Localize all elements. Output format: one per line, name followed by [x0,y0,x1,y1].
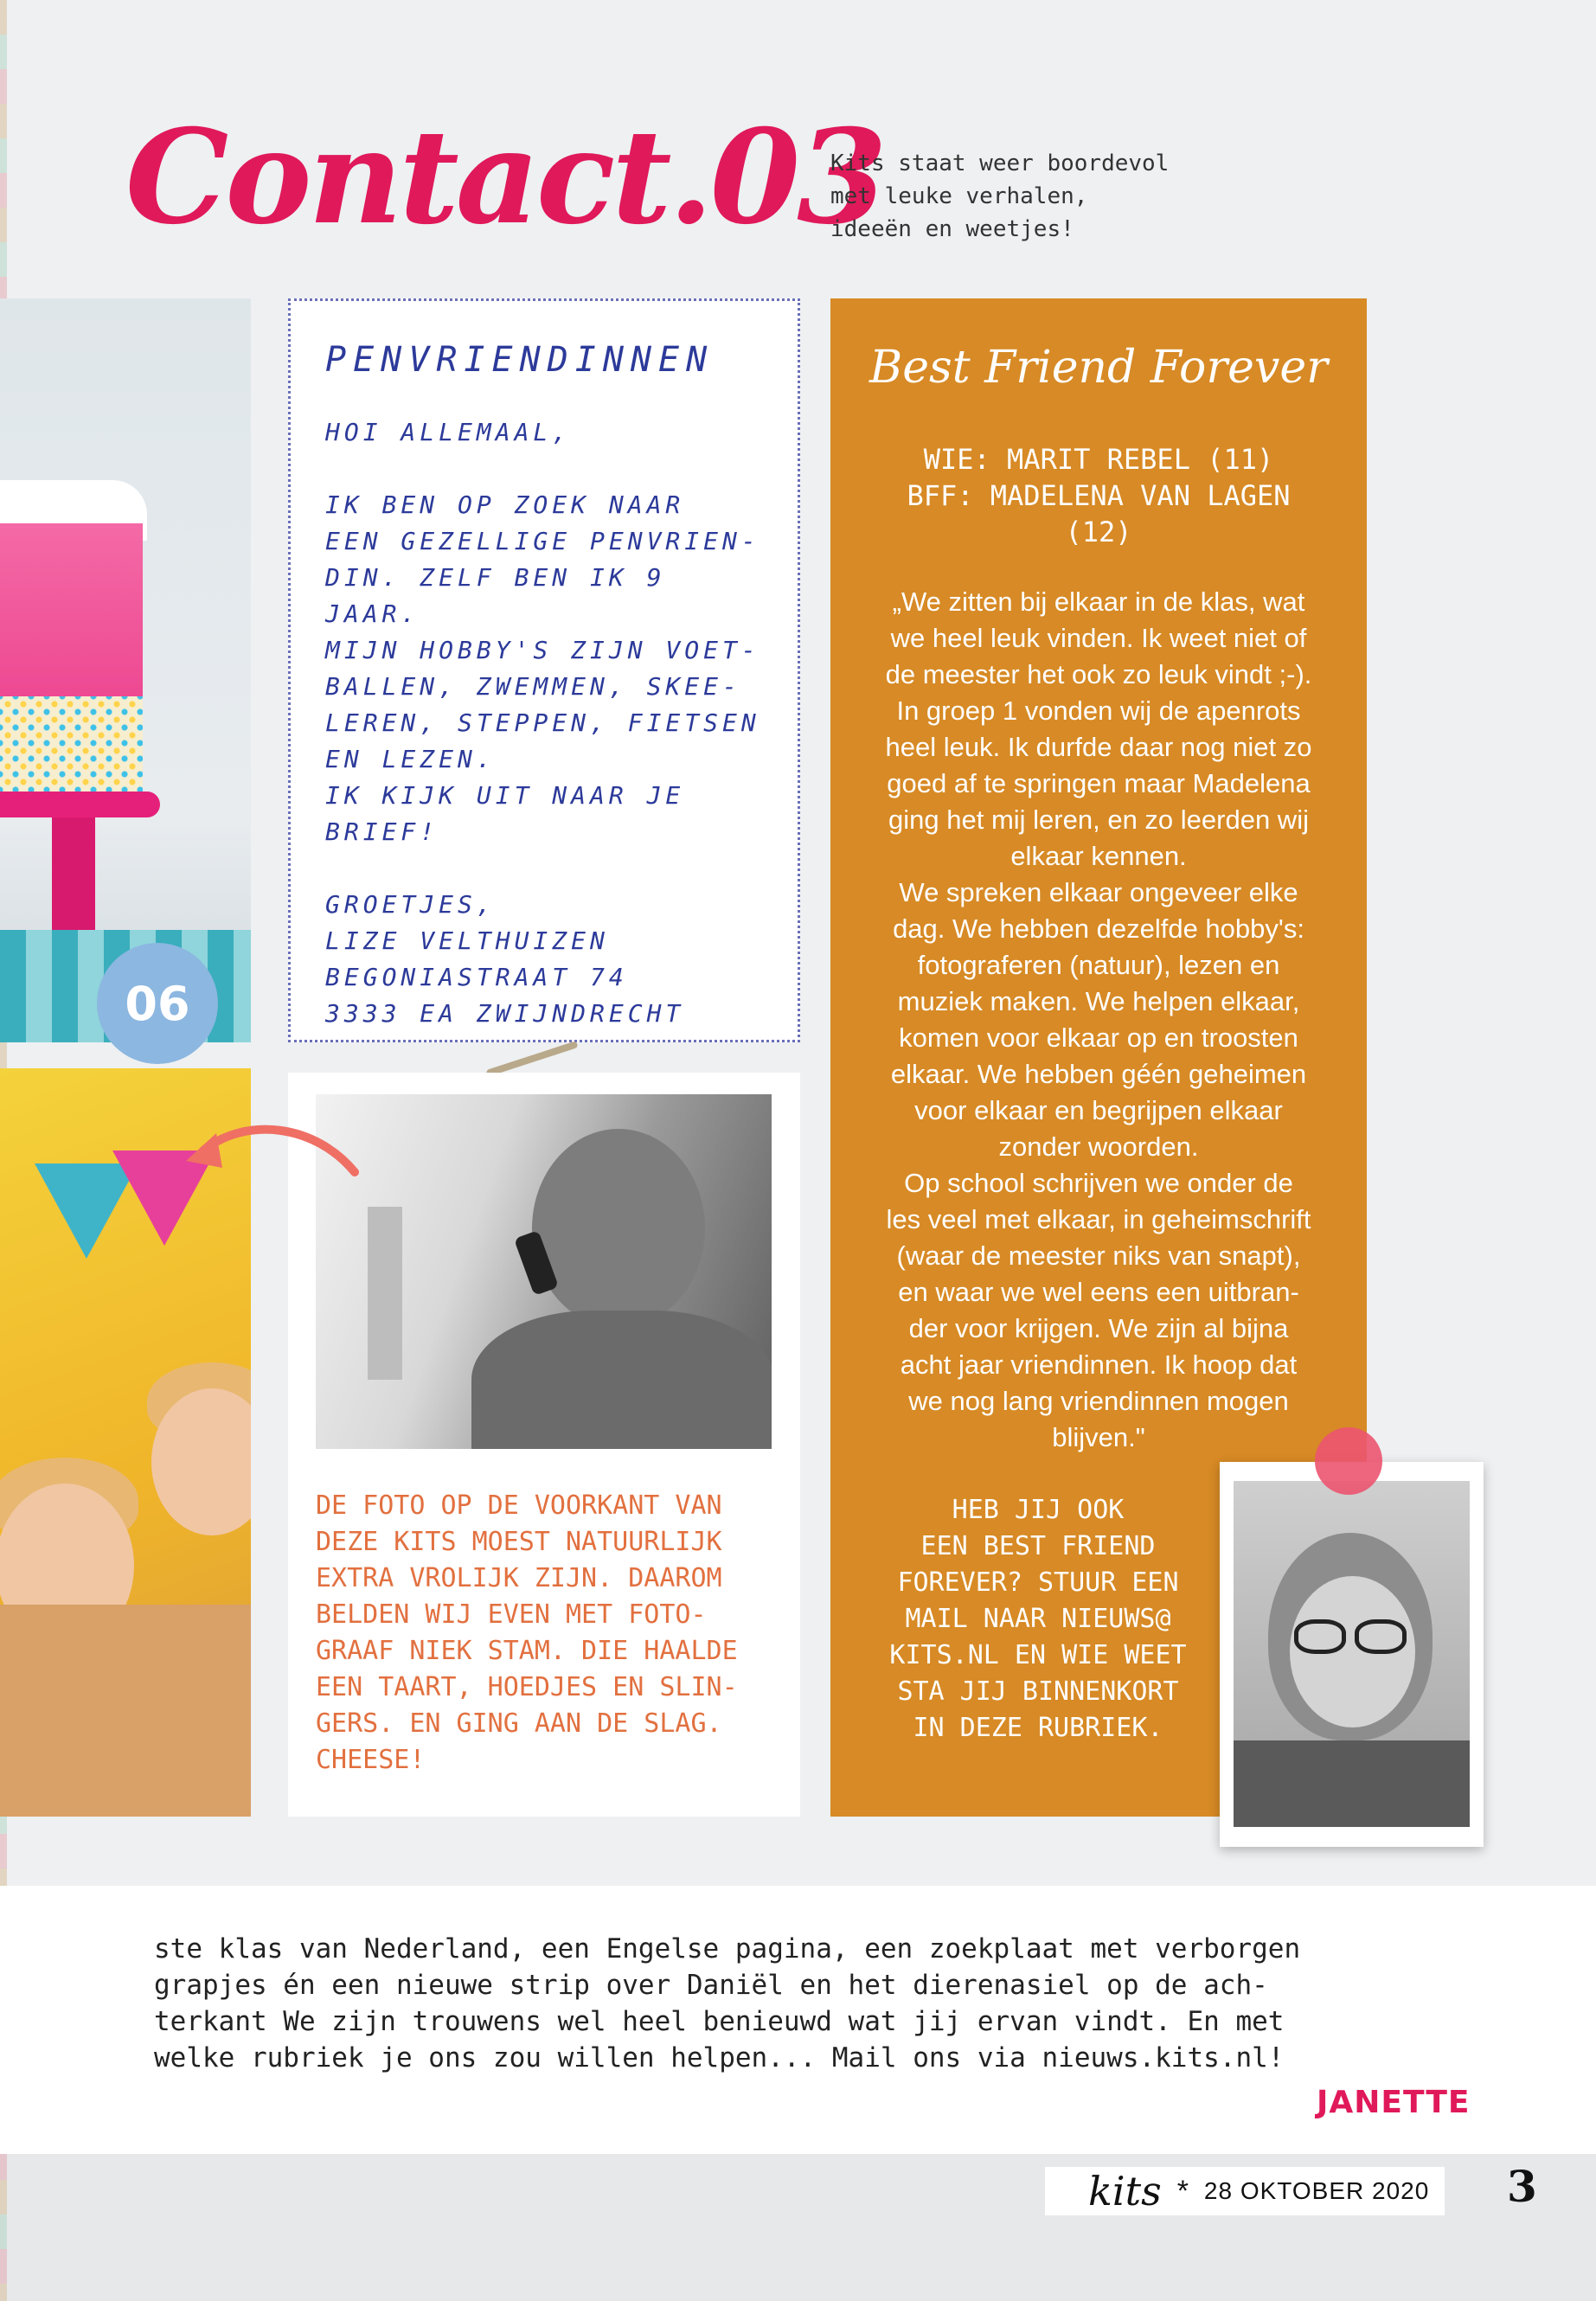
page-title [125,101,884,253]
footer-brand: kits [1088,2168,1162,2214]
girl-polaroid [1220,1462,1484,1847]
letter-body: HOI ALLEMAAL, IK BEN OP ZOEK NAAR EEN GEZELLIGE PENVRIEN- DIN. ZELF BEN IK 9 JAAR. MIJN HOBBY'S ZIJN VOET- BALLEN, ZWEMMEN, SKEE- LEREN, STEPPEN, FIETSEN EN LEZEN. IK KIJK UIT NAAR JE BRIEF! GROETJES, LIZE VELTHUIZEN BEGONIASTRAAT 74 3333 EA ZWIJNDRECHT [325,418,760,1028]
vase-flowers [368,1207,402,1380]
bff-call-to-action: HEB JIJ OOK EEN BEST FRIEND FOREVER? STUUR EEN MAIL NAAR NIEUWS@ KITS.NL EN WIE WEET STA JIJ BINNENKORT IN DEZE RUBRIEK. [889,1495,1187,1743]
footer-date: 28 OKTOBER 2020 [1203,2177,1430,2204]
cake-stand [0,792,160,817]
star-icon: * [1176,2174,1189,2208]
signature: JANETTE [1317,2085,1471,2120]
photographer-photo [316,1094,772,1449]
footer [1045,2167,1445,2215]
issue-number: 03 [709,101,884,253]
letter-title: PENVRIENDINNEN [325,340,715,380]
glasses-icon [1294,1619,1346,1654]
bff-story: „We zitten bij elkaar in de klas, wat we heel leuk vinden. Ik weet niet of de meester het ook zo leuk vindt ;-). In groep 1 vonden wij de apenrots heel leuk. Ik durfde daar nog niet zo goed af te springen maar Madelena ging het mij leren, en zo leerden wij elkaar kennen. We spreken elkaar ongeveer elke dag. We hebben dezelfde hobby's: fotograferen (natuur), lezen en muziek maken. We helpen elkaar, komen voor elkaar op en troosten elkaar. We hebben géén geheimen voor elkaar en begrijpen elkaar zonder woorden. Op school schrijven we onder de les veel met elkaar, in geheimschrift (waar de meester niks van snapt), en waar we wel eens een uitbran- der voor krijgen. We zijn al bijna acht jaar vriendinnen. Ik hoop dat we nog lang vriendinnen mogen blijven." [885,586,1312,1452]
bff-title: Best Friend Forever [869,342,1328,394]
table-surface [0,1605,251,1817]
photo-caption: DE FOTO OP DE VOORKANT VAN DEZE KITS MOEST NATUURLIJK EXTRA VROLIJK ZIJN. DAAROM BELDEN WIJ EVEN MET FOTO- GRAAF NIEK STAM. DIE HAALDE EEN TAART, HOEDJES EN SLIN- GERS. EN GING AAN DE SLAG. CHEESE! [316,1490,738,1775]
title-word: Contact. [125,101,710,253]
person-shoulders [471,1311,772,1449]
cake-sprinkles [0,696,143,792]
pin-icon [1315,1427,1382,1495]
curved-arrow-icon [177,1107,368,1202]
cake-photo [0,298,251,1042]
page-badge: 06 [97,943,218,1064]
girl-photo [1234,1481,1470,1827]
bff-who: WIE: MARIT REBEL (11) BFF: MADELENA VAN LAGEN (12) [907,443,1291,548]
editorial-text: ste klas van Nederland, een Engelse pagina, een zoekplaat met verborgen grapjes én een nieuwe strip over Daniël en het dierenasiel op de ach- terkant We zijn trouwens wel heel benieuwd wat jij ervan vindt. En met welke rubriek je ons zou willen helpen... Mail ons via nieuws.kits.nl! [154,1933,1301,2073]
intro-text: Kits staat weer boordevol met leuke verhalen, ideeën en weetjes! [830,151,1170,242]
girl-clothes [1234,1740,1470,1827]
pen-pal-letter [288,298,800,1042]
page-number: 3 [1507,2161,1537,2212]
glasses-icon [1355,1619,1407,1654]
person-head [532,1129,705,1328]
